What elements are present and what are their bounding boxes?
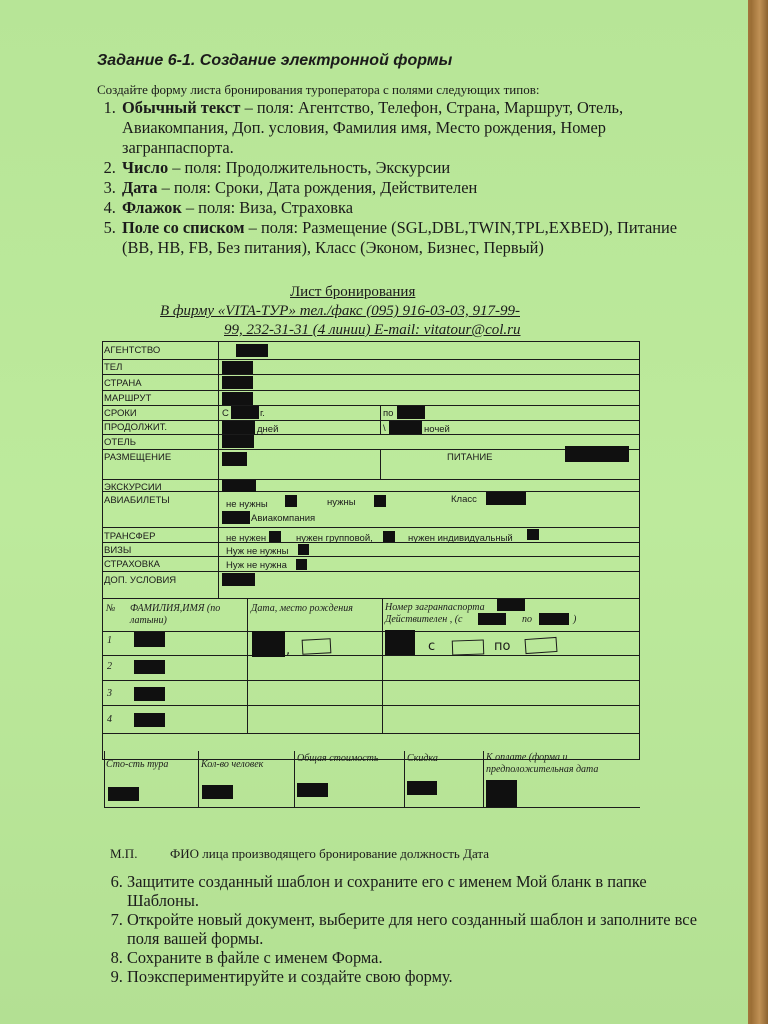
table-column-divider bbox=[104, 751, 105, 807]
tel-field[interactable] bbox=[222, 361, 253, 374]
table-column-divider bbox=[404, 751, 405, 807]
table-column-divider bbox=[218, 341, 219, 598]
next-steps-list bbox=[104, 872, 707, 986]
booking-form-table bbox=[102, 341, 640, 811]
table-line bbox=[102, 556, 640, 557]
label-tickets: АВИАБИЛЕТЫ bbox=[104, 495, 170, 506]
passport-number-row-field[interactable] bbox=[385, 630, 415, 655]
label-extra-conditions: ДОП. УСЛОВИЯ bbox=[104, 575, 177, 586]
table-line bbox=[102, 449, 640, 450]
terms-to-label: по bbox=[383, 408, 394, 419]
country-field[interactable] bbox=[222, 376, 253, 389]
transfer-individual-checkbox[interactable] bbox=[527, 529, 539, 540]
total-tour-cost-header: Сто-сть тура bbox=[106, 759, 169, 770]
col-header-valid: Действителен , (с bbox=[385, 614, 463, 625]
table-column-divider bbox=[380, 420, 381, 434]
payment-field[interactable] bbox=[486, 780, 517, 807]
tickets-needed-checkbox[interactable] bbox=[374, 495, 386, 507]
table-line bbox=[102, 491, 640, 492]
signature-line: ФИО лица производящего бронирование должность Дата bbox=[170, 846, 490, 861]
col-header-birth: Дата, место рождения bbox=[251, 603, 353, 614]
discount-field[interactable] bbox=[407, 781, 437, 795]
table-line bbox=[102, 479, 640, 480]
airline-field[interactable] bbox=[222, 511, 250, 524]
table-line bbox=[104, 807, 640, 808]
label-insurance: СТРАХОВКА bbox=[104, 559, 161, 570]
label-route: МАРШРУТ bbox=[104, 393, 152, 404]
agency-field[interactable] bbox=[236, 344, 268, 357]
col-header-valid-to: по bbox=[522, 614, 532, 625]
table-column-divider bbox=[380, 449, 381, 479]
valid-from-field[interactable] bbox=[478, 613, 506, 625]
col-header-number: № bbox=[106, 603, 116, 614]
total-cost-header: Общая стоимость bbox=[297, 753, 379, 764]
table-border-right bbox=[639, 341, 640, 759]
row-number: 1 bbox=[107, 635, 112, 646]
handwritten-to: по bbox=[494, 639, 511, 654]
transfer-not-checkbox[interactable] bbox=[269, 531, 281, 542]
passport-number-field[interactable] bbox=[497, 599, 525, 611]
handwritten-comma: , bbox=[286, 643, 291, 658]
table-line bbox=[102, 655, 640, 656]
table-line bbox=[102, 374, 640, 375]
list-item: 9. Поэкспериментируйте и создайте свою форму. bbox=[127, 967, 707, 986]
duration-nights-field[interactable] bbox=[389, 421, 422, 434]
table-column-divider bbox=[483, 751, 484, 807]
label-transfer: ТРАНСФЕР bbox=[104, 531, 156, 542]
persons-field[interactable] bbox=[202, 785, 233, 799]
nights-prefix: \ bbox=[383, 423, 386, 434]
table-column-divider bbox=[247, 598, 248, 733]
passenger-name-field[interactable] bbox=[134, 713, 165, 727]
handwritten-box bbox=[452, 639, 485, 655]
list-item: 2. Число – поля: Продолжительность, Экскурсии bbox=[120, 158, 710, 178]
insurance-checkbox[interactable] bbox=[296, 559, 307, 570]
terms-from-label: С bbox=[222, 408, 229, 419]
table-column-divider bbox=[294, 751, 295, 807]
table-line bbox=[102, 405, 640, 406]
label-accommodation: РАЗМЕЩЕНИЕ bbox=[104, 452, 172, 463]
table-line bbox=[102, 359, 640, 360]
class-select[interactable] bbox=[486, 492, 526, 505]
stamp-label: М.П. bbox=[110, 846, 138, 861]
table-line bbox=[102, 571, 640, 572]
airline-label: Авиакомпания bbox=[251, 513, 316, 524]
nights-label: ночей bbox=[424, 424, 450, 435]
table-line bbox=[102, 527, 640, 528]
discount-header: Скидка bbox=[407, 753, 438, 764]
table-line bbox=[102, 434, 640, 435]
list-item: 4. Флажок – поля: Виза, Страховка bbox=[120, 198, 710, 218]
hotel-field[interactable] bbox=[222, 435, 254, 448]
table-line bbox=[102, 341, 640, 342]
valid-to-field[interactable] bbox=[539, 613, 569, 625]
transfer-group-checkbox[interactable] bbox=[383, 531, 395, 542]
row-number: 3 bbox=[107, 688, 112, 699]
table-column-divider bbox=[380, 405, 381, 420]
terms-to-field[interactable] bbox=[397, 406, 425, 419]
task-title: Задание 6-1. Создание электронной формы bbox=[97, 52, 453, 69]
label-meals: ПИТАНИЕ bbox=[447, 452, 493, 463]
label-country: СТРАНА bbox=[104, 378, 142, 389]
terms-from-field[interactable] bbox=[231, 406, 259, 419]
col-header-name: ФАМИЛИЯ,ИМЯ (по латыни) bbox=[130, 603, 221, 626]
label-hotel: ОТЕЛЬ bbox=[104, 437, 136, 448]
terms-year-label: г. bbox=[260, 408, 265, 419]
table-column-divider bbox=[198, 751, 199, 807]
transfer-not-label: не нужен bbox=[226, 533, 267, 544]
col-header-passport: Номер загранпаспорта bbox=[385, 602, 485, 613]
list-item: 1. Обычный текст – поля: Агентство, Телефон, Страна, Маршрут, Отель, Авиакомпания, Доп. условия, Фамилия имя, Место рождения, Номер загранпаспорта. bbox=[120, 98, 710, 158]
label-visas: ВИЗЫ bbox=[104, 545, 132, 556]
excursions-field[interactable] bbox=[222, 480, 256, 492]
extra-conditions-field[interactable] bbox=[222, 573, 255, 586]
meals-select[interactable] bbox=[565, 446, 629, 462]
firm-contacts-line2: 99, 232-31-31 (4 линии) E-mail: vitatour@col.ru bbox=[224, 322, 521, 338]
label-excursions: ЭКСКУРСИИ bbox=[104, 482, 162, 493]
list-item: 6. Защитите созданный шаблон и сохраните его с именем Мой бланк в папке Шаблоны. bbox=[127, 872, 707, 910]
insurance-options: Нуж не нужна bbox=[226, 560, 287, 571]
total-persons-header: Кол-во человек bbox=[201, 759, 264, 770]
tickets-not-needed-label: не нужны bbox=[226, 499, 268, 510]
table-line bbox=[102, 390, 640, 391]
accommodation-select[interactable] bbox=[222, 452, 247, 466]
list-item: 5. Поле со списком – поля: Размещение (SGL,DBL,TWIN,TPL,EXBED), Питание (BB, HB, FB, Без питания), Класс (Эконом, Бизнес, Первый) bbox=[120, 218, 710, 258]
table-line bbox=[102, 420, 640, 421]
table-column-divider bbox=[382, 598, 383, 733]
passenger-name-field[interactable] bbox=[134, 632, 165, 647]
visa-options: Нуж не нужны bbox=[226, 546, 289, 557]
passenger-name-field[interactable] bbox=[134, 660, 165, 674]
transfer-individual-label: нужен индивидуальный bbox=[408, 533, 513, 544]
form-title: Лист бронирования bbox=[290, 284, 416, 300]
passenger-name-field[interactable] bbox=[134, 687, 165, 701]
table-border-left bbox=[102, 341, 103, 759]
row-number: 4 bbox=[107, 714, 112, 725]
payment-header: К оплате (форма и предположительная дата bbox=[486, 752, 599, 775]
label-duration: ПРОДОЛЖИТ. bbox=[104, 422, 168, 433]
label-agency: АГЕНТСТВО bbox=[104, 345, 161, 356]
tour-cost-field[interactable] bbox=[108, 787, 139, 801]
field-types-list bbox=[97, 98, 710, 258]
table-line bbox=[102, 680, 640, 681]
tickets-needed-label: нужны bbox=[327, 497, 356, 508]
list-item: 3. Дата – поля: Сроки, Дата рождения, Действителен bbox=[120, 178, 710, 198]
total-cost-field[interactable] bbox=[297, 783, 328, 797]
table-line bbox=[102, 733, 640, 734]
row-number: 2 bbox=[107, 661, 112, 672]
list-item: 7. Откройте новый документ, выберите для него созданный шаблон и заполните все поля вашей формы. bbox=[127, 910, 707, 948]
duration-days-field[interactable] bbox=[222, 421, 255, 434]
firm-contacts-line1: В фирму «VITA-ТУР» тел./факс (095) 916-03-03, 917-99- bbox=[160, 303, 520, 319]
task-intro: Создайте форму листа бронирования туроператора с полями следующих типов: bbox=[97, 82, 540, 97]
transfer-group-label: нужен групповой, bbox=[296, 533, 373, 544]
label-tel: ТЕЛ bbox=[104, 362, 123, 373]
handwritten-box bbox=[525, 637, 558, 654]
tickets-not-needed-checkbox[interactable] bbox=[285, 495, 297, 507]
list-item: 8. Сохраните в файле с именем Форма. bbox=[127, 948, 707, 967]
route-field[interactable] bbox=[222, 392, 253, 405]
handwritten-from: с bbox=[428, 639, 436, 654]
table-line bbox=[102, 631, 640, 632]
label-terms: СРОКИ bbox=[104, 408, 137, 419]
days-label: дней bbox=[257, 424, 279, 435]
col-header-valid-end: ) bbox=[573, 614, 577, 625]
handwritten-box bbox=[302, 638, 332, 654]
table-line bbox=[102, 705, 640, 706]
class-label: Класс bbox=[451, 494, 477, 505]
birth-date-field[interactable] bbox=[252, 631, 285, 657]
visa-checkbox[interactable] bbox=[298, 544, 309, 555]
table-line bbox=[102, 598, 640, 599]
